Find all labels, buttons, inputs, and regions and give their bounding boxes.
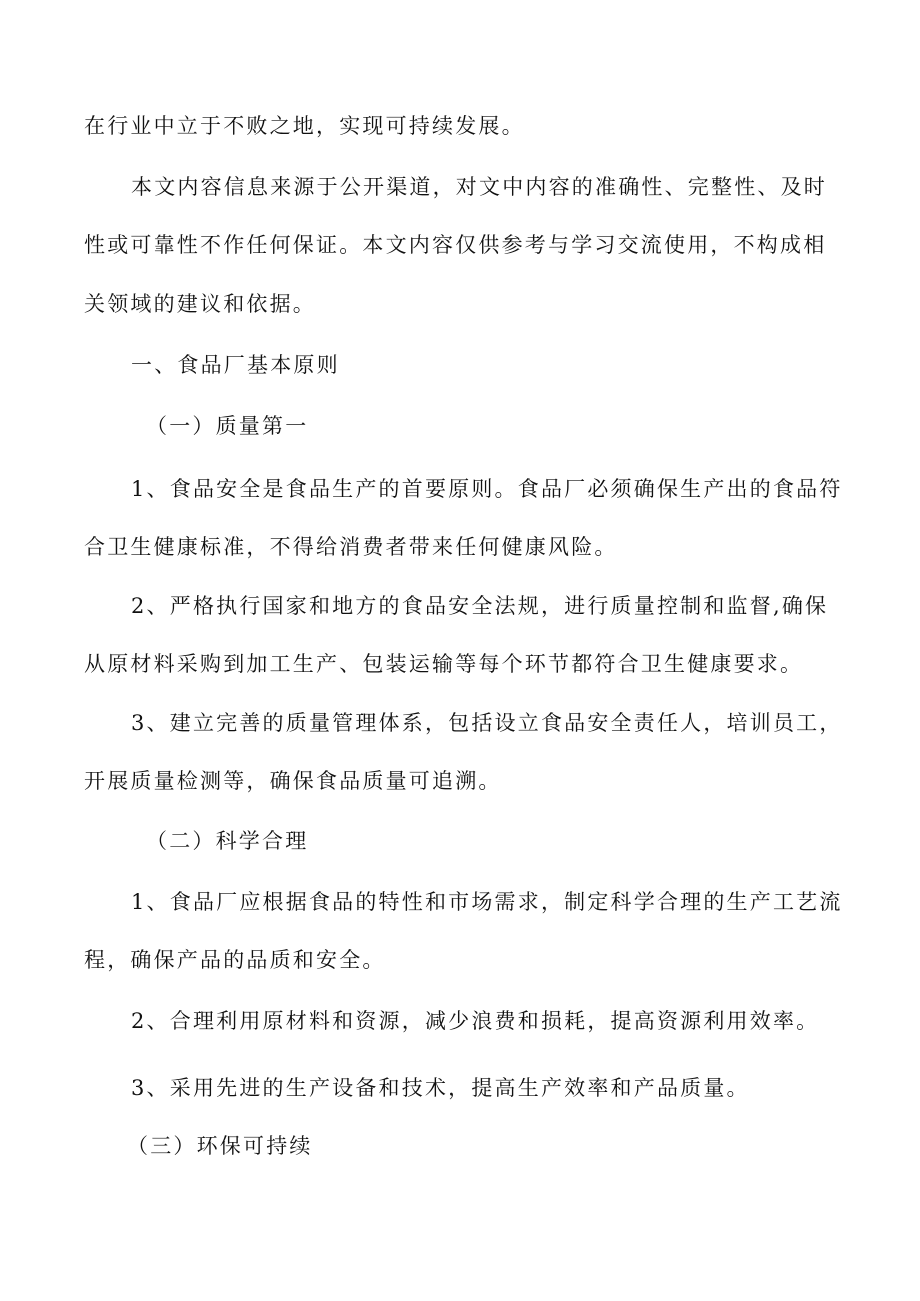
text-line: 合卫生健康标准，不得给消费者带来任何健康风险。 bbox=[84, 535, 618, 559]
text-line: 1、食品安全是食品生产的首要原则。食品厂必须确保生产出的食品符 bbox=[131, 477, 843, 501]
text-line: 性或可靠性不作任何保证。本文内容仅供参考与学习交流使用，不构成相 bbox=[84, 233, 827, 257]
text-line: 关领域的建议和依据。 bbox=[84, 292, 316, 316]
text-line: 2、严格执行国家和地方的食品安全法规，进行质量控制和监督,确保 bbox=[131, 594, 829, 618]
heading-text: （一）质量第一 bbox=[146, 414, 309, 438]
heading-text: （二）科学合理 bbox=[146, 829, 309, 853]
text-line: 程，确保产品的品质和安全。 bbox=[84, 948, 386, 972]
text-line: 2、合理利用原材料和资源，减少浪费和损耗，提高资源利用效率。 bbox=[131, 1009, 820, 1033]
text-line: 在行业中立于不败之地，实现可持续发展。 bbox=[84, 114, 525, 138]
heading-text: 一、食品厂基本原则 bbox=[131, 353, 340, 377]
heading-text: （三）环保可持续 bbox=[127, 1134, 313, 1158]
text-line: 3、建立完善的质量管理体系，包括设立食品安全责任人，培训员工， bbox=[131, 711, 843, 735]
text-line: 3、采用先进的生产设备和技术，提高生产效率和产品质量。 bbox=[131, 1076, 750, 1100]
text-line: 从原材料采购到加工生产、包装运输等每个环节都符合卫生健康要求。 bbox=[84, 652, 804, 676]
text-line: 开展质量检测等，确保食品质量可追溯。 bbox=[84, 769, 502, 793]
text-line: 本文内容信息来源于公开渠道，对文中内容的准确性、完整性、及时 bbox=[131, 175, 827, 199]
text-line: 1、食品厂应根据食品的特性和市场需求，制定科学合理的生产工艺流 bbox=[131, 890, 843, 914]
